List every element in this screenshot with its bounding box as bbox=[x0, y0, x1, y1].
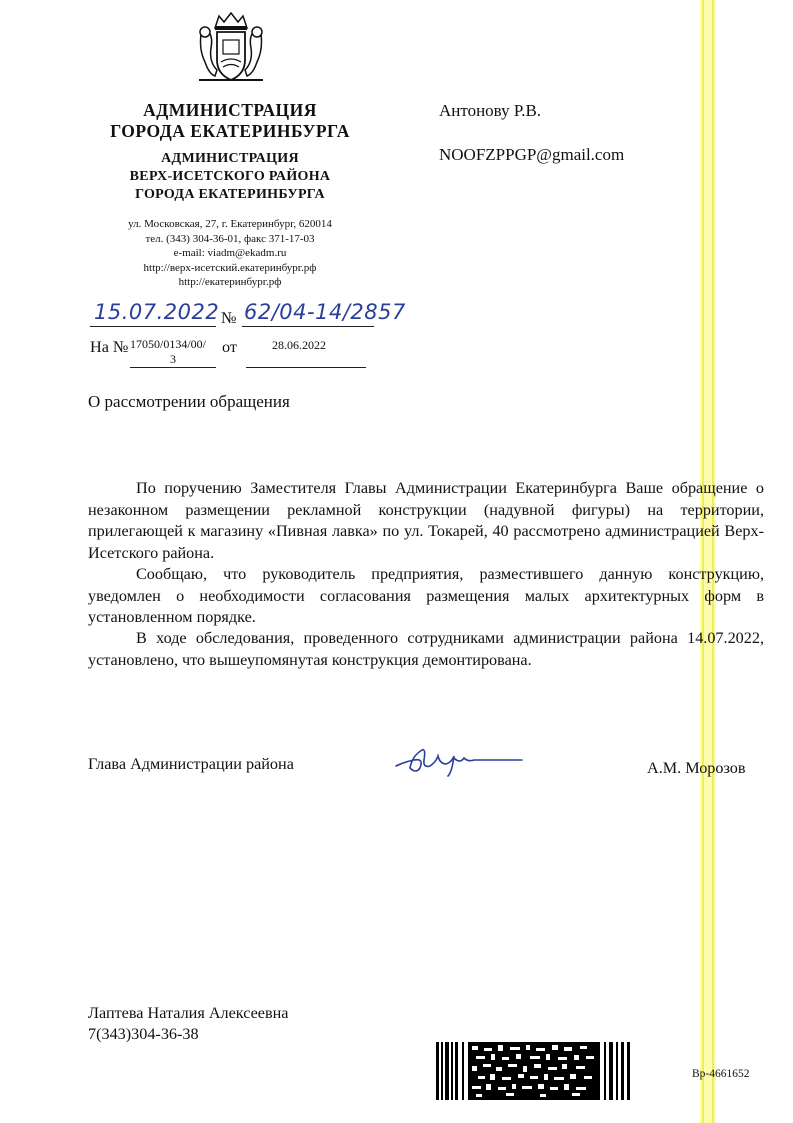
ref-date: 28.06.2022 bbox=[272, 338, 326, 352]
registration-number: 62/04-14/2857 bbox=[244, 300, 406, 324]
coat-of-arms-icon bbox=[193, 10, 269, 86]
signatory-name: А.М. Морозов bbox=[647, 759, 746, 777]
ref-number-line-1: 17050/0134/00/ bbox=[130, 337, 207, 351]
signatory-position: Глава Администрации района bbox=[88, 755, 294, 773]
handwritten-signature-icon bbox=[390, 742, 530, 778]
document-code: Вр-4661652 bbox=[692, 1068, 750, 1080]
date-underline bbox=[90, 326, 216, 327]
website-1: http://верх-исетский.екатеринбург.рф bbox=[143, 261, 317, 274]
ref-prefix: На № bbox=[90, 338, 129, 356]
body-paragraph-2: Сообщаю, что руководитель предприятия, разместившего данную конструкцию, уведомлен о необходимости согласования размещения малых архитектурных форм в установленном порядке. bbox=[88, 565, 764, 626]
number-underline bbox=[242, 326, 374, 327]
org-line-2: ГОРОДА ЕКАТЕРИНБУРГА bbox=[110, 121, 350, 141]
executor-phone: 7(343)304-36-38 bbox=[88, 1025, 199, 1043]
executor-name: Лаптева Наталия Алексеевна bbox=[88, 1004, 289, 1022]
sub-org-name bbox=[90, 150, 370, 204]
recipient-email: NOOFZPPGP@gmail.com bbox=[439, 145, 625, 164]
ref-number-underline bbox=[130, 367, 216, 368]
barcode-icon bbox=[436, 1042, 632, 1100]
ref-date-underline bbox=[246, 367, 366, 368]
sub-org-line-1: АДМИНИСТРАЦИЯ bbox=[161, 151, 299, 166]
phone: тел. (343) 304-36-01, факс 371-17-03 bbox=[145, 232, 315, 245]
website-2: http://екатеринбург.рф bbox=[178, 276, 282, 288]
body-paragraph-3: В ходе обследования, проведенного сотрудниками администрации района 14.07.2022, установлено, что вышеупомянутая конструкция демонтирована. bbox=[88, 629, 764, 669]
sub-org-line-3: ГОРОДА ЕКАТЕРИНБУРГА bbox=[135, 187, 325, 202]
registration-date: 15.07.2022 bbox=[94, 300, 220, 324]
ref-from: от bbox=[222, 338, 237, 356]
org-line-1: АДМИНИСТРАЦИЯ bbox=[143, 100, 317, 120]
recipient-name: Антонову Р.В. bbox=[439, 101, 542, 120]
subject: О рассмотрении обращения bbox=[88, 392, 290, 411]
email: e-mail: viadm@ekadm.ru bbox=[173, 247, 287, 259]
number-sign: № bbox=[221, 309, 237, 327]
org-name bbox=[90, 100, 370, 142]
ref-number-line-2: 3 bbox=[170, 352, 176, 366]
org-contacts bbox=[90, 217, 370, 290]
address: ул. Московская, 27, г. Екатеринбург, 620014 bbox=[128, 218, 332, 230]
body-paragraph-1: По поручению Заместителя Главы Администрации Екатеринбурга Ваше обращение о незаконном размещении рекламной конструкции (надувной фигуры) на территории, прилегающей к магазину «Пивная лавка» по ул. Токарей, 40 рассмотрено администрацией Верх-Исетского района. bbox=[88, 479, 764, 562]
sub-org-line-2: ВЕРХ-ИСЕТСКОГО РАЙОНА bbox=[129, 169, 331, 184]
